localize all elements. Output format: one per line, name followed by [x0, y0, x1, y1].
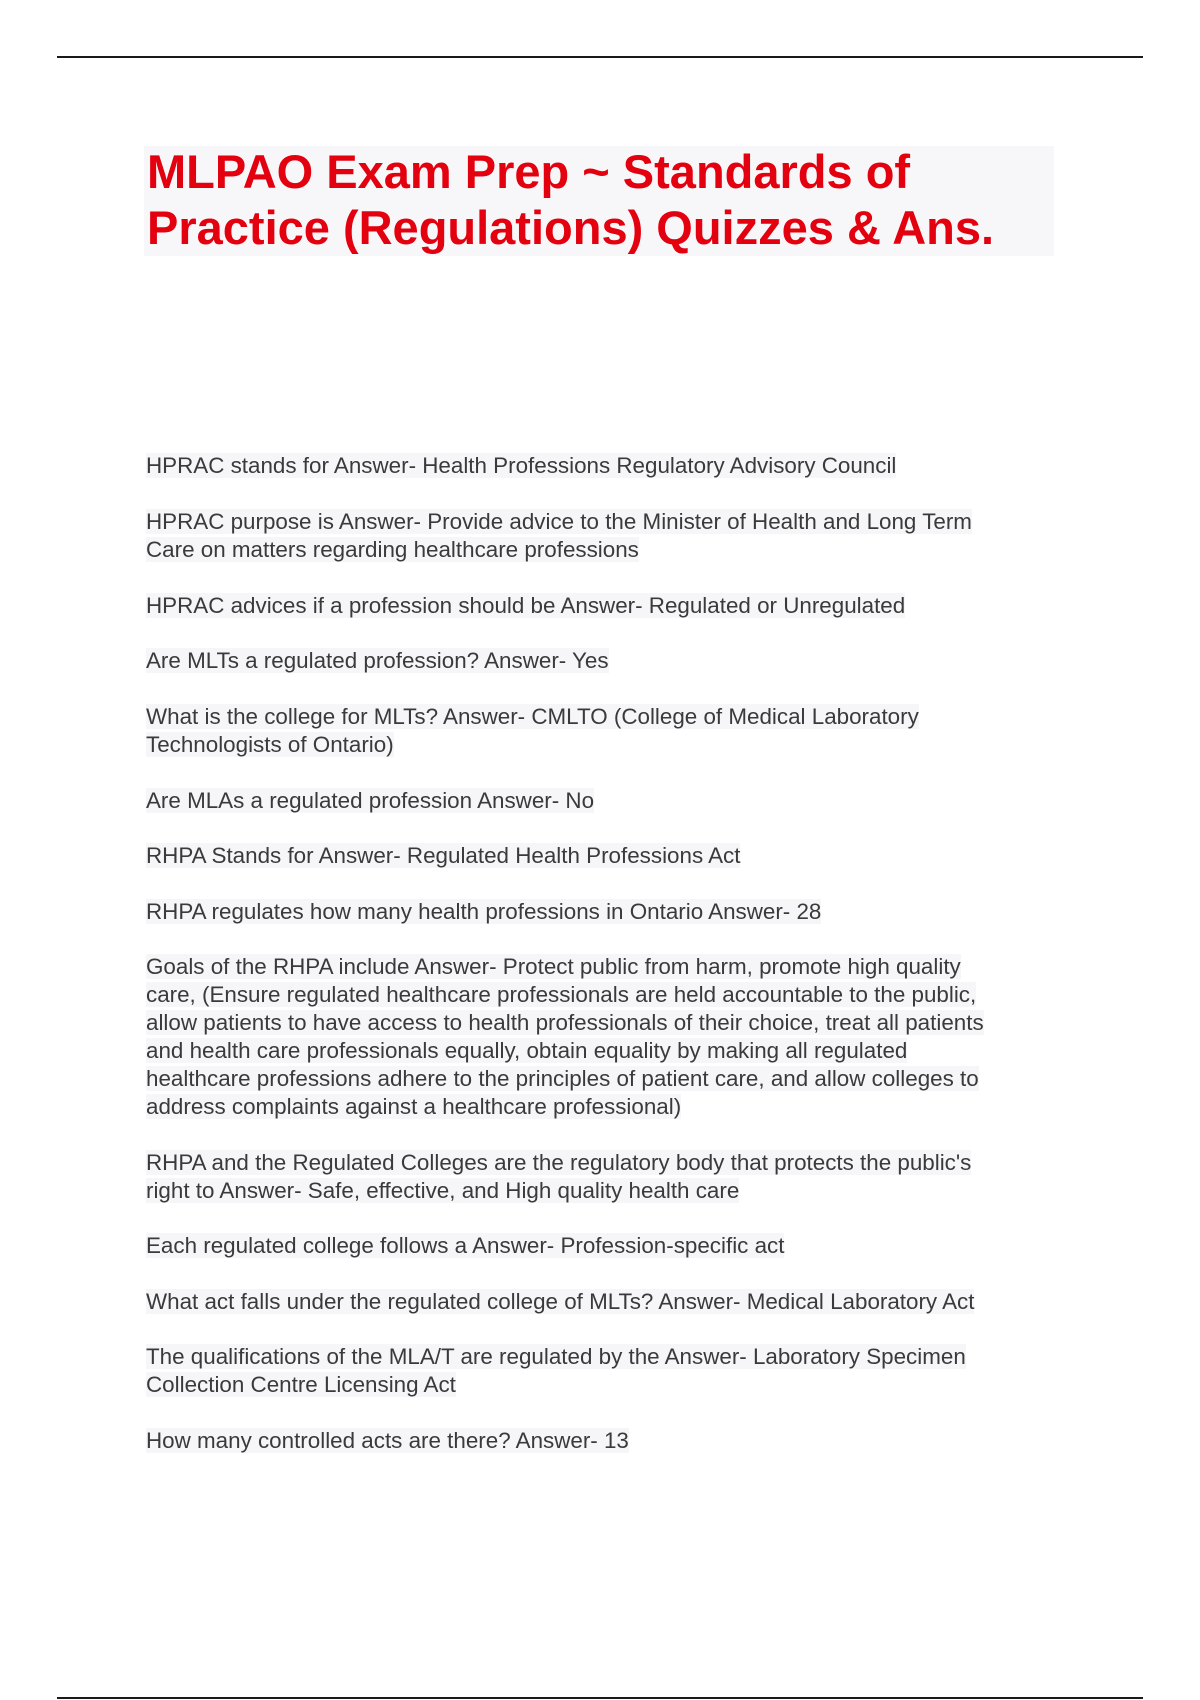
qa-line: The qualifications of the MLA/T are regulated by the Answer- Laboratory Specimen [146, 1344, 966, 1369]
title-line: MLPAO Exam Prep ~ Standards of [147, 145, 911, 198]
qa-line: Collection Centre Licensing Act [146, 1372, 456, 1397]
bottom-divider [57, 1697, 1143, 1699]
qa-line: HPRAC purpose is Answer- Provide advice to the Minister of Health and Long Term [146, 509, 972, 534]
qa-line: Are MLTs a regulated profession? Answer- Yes [146, 648, 609, 673]
title-line: Practice (Regulations) Quizzes & Ans. [147, 201, 995, 254]
qa-line: Care on matters regarding healthcare professions [146, 537, 639, 562]
qa-line: healthcare professions adhere to the principles of patient care, and allow colleges to [146, 1066, 979, 1091]
qa-item [146, 898, 821, 926]
qa-line: allow patients to have access to health professionals of their choice, treat all patients [146, 1010, 984, 1035]
qa-line: How many controlled acts are there? Answer- 13 [146, 1428, 629, 1453]
qa-item [146, 1288, 974, 1316]
qa-item [146, 842, 740, 870]
qa-item [146, 1232, 784, 1260]
qa-item [146, 1343, 966, 1399]
qa-item [146, 592, 905, 620]
qa-line: right to Answer- Safe, effective, and High quality health care [146, 1178, 740, 1203]
qa-item [146, 703, 919, 759]
qa-line: Each regulated college follows a Answer- Profession-specific act [146, 1233, 785, 1258]
qa-line: RHPA regulates how many health professions in Ontario Answer- 28 [146, 899, 822, 924]
qa-item [146, 647, 609, 675]
qa-line: address complaints against a healthcare professional) [146, 1094, 682, 1119]
qa-item [146, 787, 594, 815]
qa-line: What act falls under the regulated college of MLTs? Answer- Medical Laboratory Act [146, 1289, 975, 1314]
document-title [144, 146, 1054, 256]
qa-item [146, 508, 972, 564]
qa-line: Goals of the RHPA include Answer- Protect public from harm, promote high quality [146, 954, 961, 979]
qa-line: RHPA and the Regulated Colleges are the regulatory body that protects the public's [146, 1150, 972, 1175]
qa-line: and health care professionals equally, obtain equality by making all regulated [146, 1038, 908, 1063]
qa-line: What is the college for MLTs? Answer- CMLTO (College of Medical Laboratory [146, 704, 919, 729]
qa-item [146, 1149, 971, 1205]
qa-line: RHPA Stands for Answer- Regulated Health Professions Act [146, 843, 741, 868]
qa-item [146, 953, 984, 1121]
qa-line: HPRAC advices if a profession should be Answer- Regulated or Unregulated [146, 593, 906, 618]
qa-item [146, 1427, 629, 1455]
qa-line: Are MLAs a regulated profession Answer- No [146, 788, 595, 813]
qa-line: Technologists of Ontario) [146, 732, 394, 757]
qa-line: HPRAC stands for Answer- Health Professions Regulatory Advisory Council [146, 453, 897, 478]
top-divider [57, 56, 1143, 58]
qa-line: care, (Ensure regulated healthcare professionals are held accountable to the public, [146, 982, 977, 1007]
qa-item [146, 452, 896, 480]
